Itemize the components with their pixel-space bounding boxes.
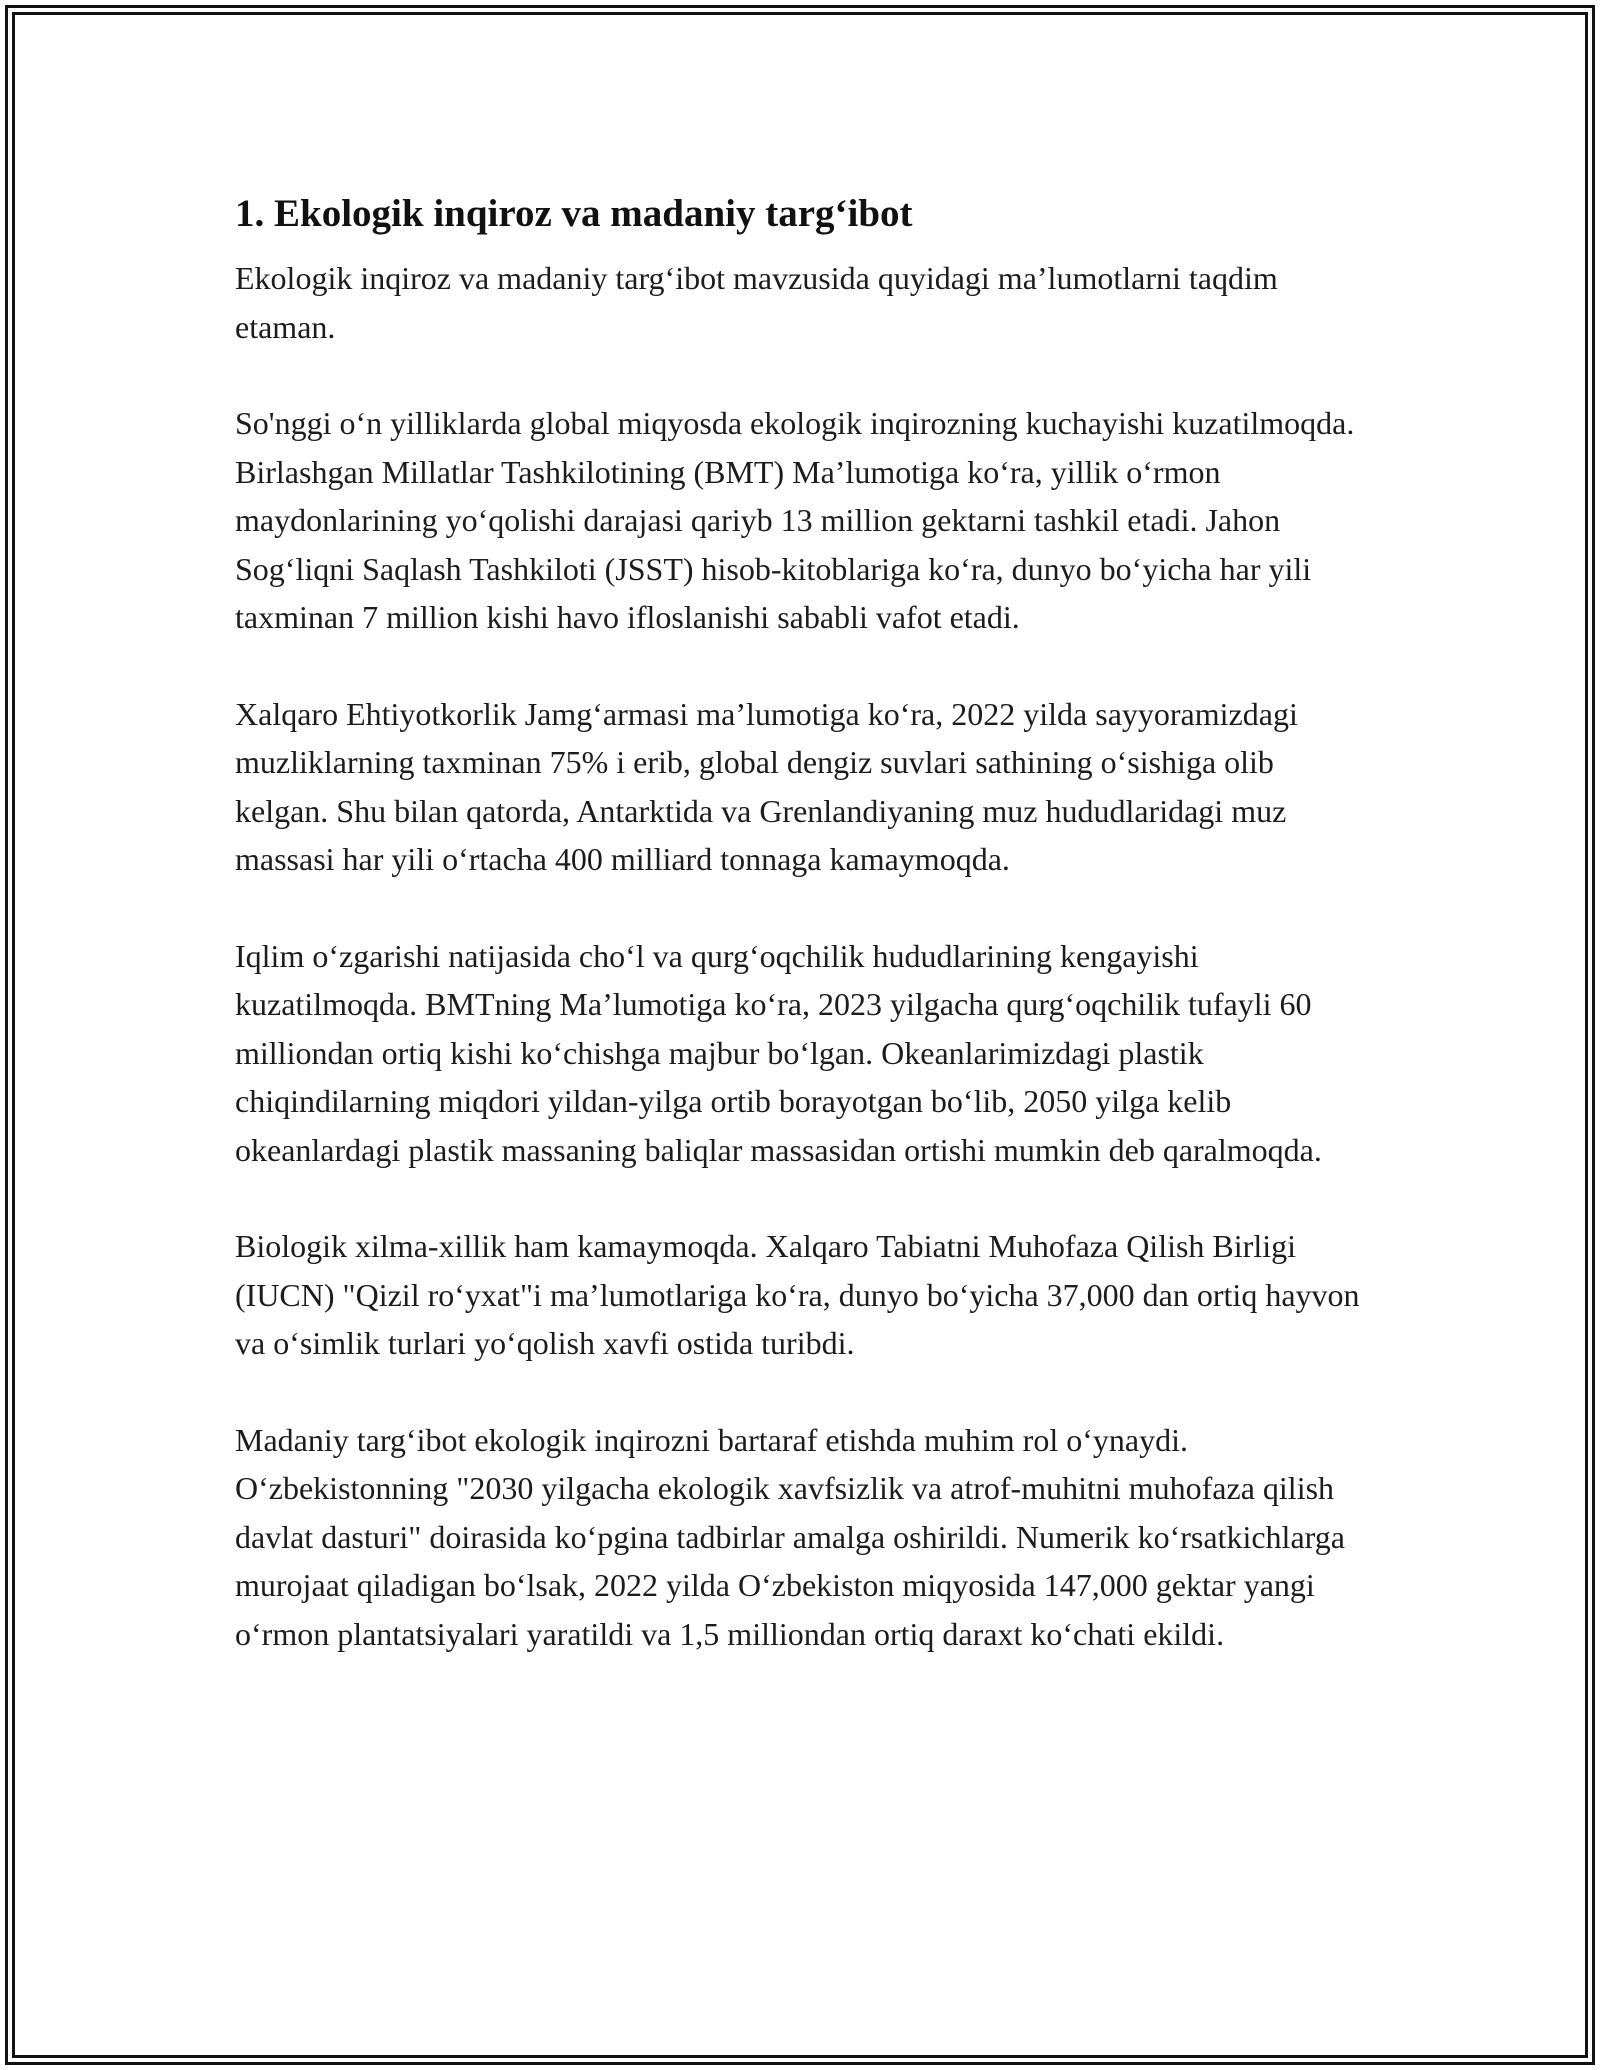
paragraph-glaciers: Xalqaro Ehtiyotkorlik Jamg‘armasi ma’lumotiga ko‘ra, 2022 yilda sayyoramizdagi muzliklarning taxminan 75% i erib, global dengiz suvlari sathining o‘sishiga olib kelgan. Shu bilan qatorda, Antarktida va Grenlandiyaning muz hududlaridagi muz massasi har yili o‘rtacha 400 milliard tonnaga kamaymoqda.: [235, 695, 1298, 877]
paragraph-intro: Ekologik inqiroz va madaniy targ‘ibot mavzusida quyidagi ma’lumotlarni taqdim etaman.: [235, 260, 1278, 345]
document-title: 1. Ekologik inqiroz va madaniy targ‘ibot: [235, 192, 913, 235]
paragraph-biodiversity: Biologik xilma-xillik ham kamaymoqda. Xalqaro Tabiatni Muhofaza Qilish Birligi (IUCN) "Qizil ro‘yxat"i ma’lumotlariga ko‘ra, dunyo bo‘yicha 37,000 dan ortiq hayvon va o‘simlik turlari yo‘qolish xavfi ostida turibdi.: [235, 1228, 1360, 1361]
paragraph-cultural-promotion: Madaniy targ‘ibot ekologik inqirozni bartaraf etishda muhim rol o‘ynaydi. O‘zbekistonning "2030 yilgacha ekologik xavfsizlik va atrof-muhitni muhofaza qilish davlat dasturi" doirasida ko‘pgina tadbirlar amalga oshirildi. Numerik ko‘rsatkichlarga murojaat qiladigan bo‘lsak, 2022 yilda O‘zbekiston miqyosida 147,000 gektar yangi o‘rmon plantatsiyalari yaratildi va 1,5 milliondan ortiq daraxt ko‘chati ekildi.: [235, 1421, 1345, 1652]
paragraph-desertification: Iqlim o‘zgarishi natijasida cho‘l va qurg‘oqchilik hududlarining kengayishi kuzatilmoqda. BMTning Ma’lumotiga ko‘ra, 2023 yilgacha qurg‘oqchilik tufayli 60 milliondan ortiq kishi ko‘chishga majbur bo‘lgan. Okeanlarimizdagi plastik chiqindilarning miqdori yildan-yilga ortib borayotgan bo‘lib, 2050 yilga kelib okeanlardagi plastik massaning baliqlar massasidan ortishi mumkin deb qaralmoqda.: [235, 937, 1322, 1168]
paragraph-global-crisis: So'nggi o‘n yilliklarda global miqyosda ekologik inqirozning kuchayishi kuzatilmoqda. Birlashgan Millatlar Tashkilotining (BMT) Ma’lumotiga ko‘ra, yillik o‘rmon maydonlarining yo‘qolishi darajasi qariyb 13 million gektarni tashkil etadi. Jahon Sog‘liqni Saqlash Tashkiloti (JSST) hisob-kitoblariga ko‘ra, dunyo bo‘yicha har yili taxminan 7 million kishi havo ifloslanishi sababli vafot etadi.: [235, 405, 1355, 635]
document-body: [235, 188, 1370, 1706]
